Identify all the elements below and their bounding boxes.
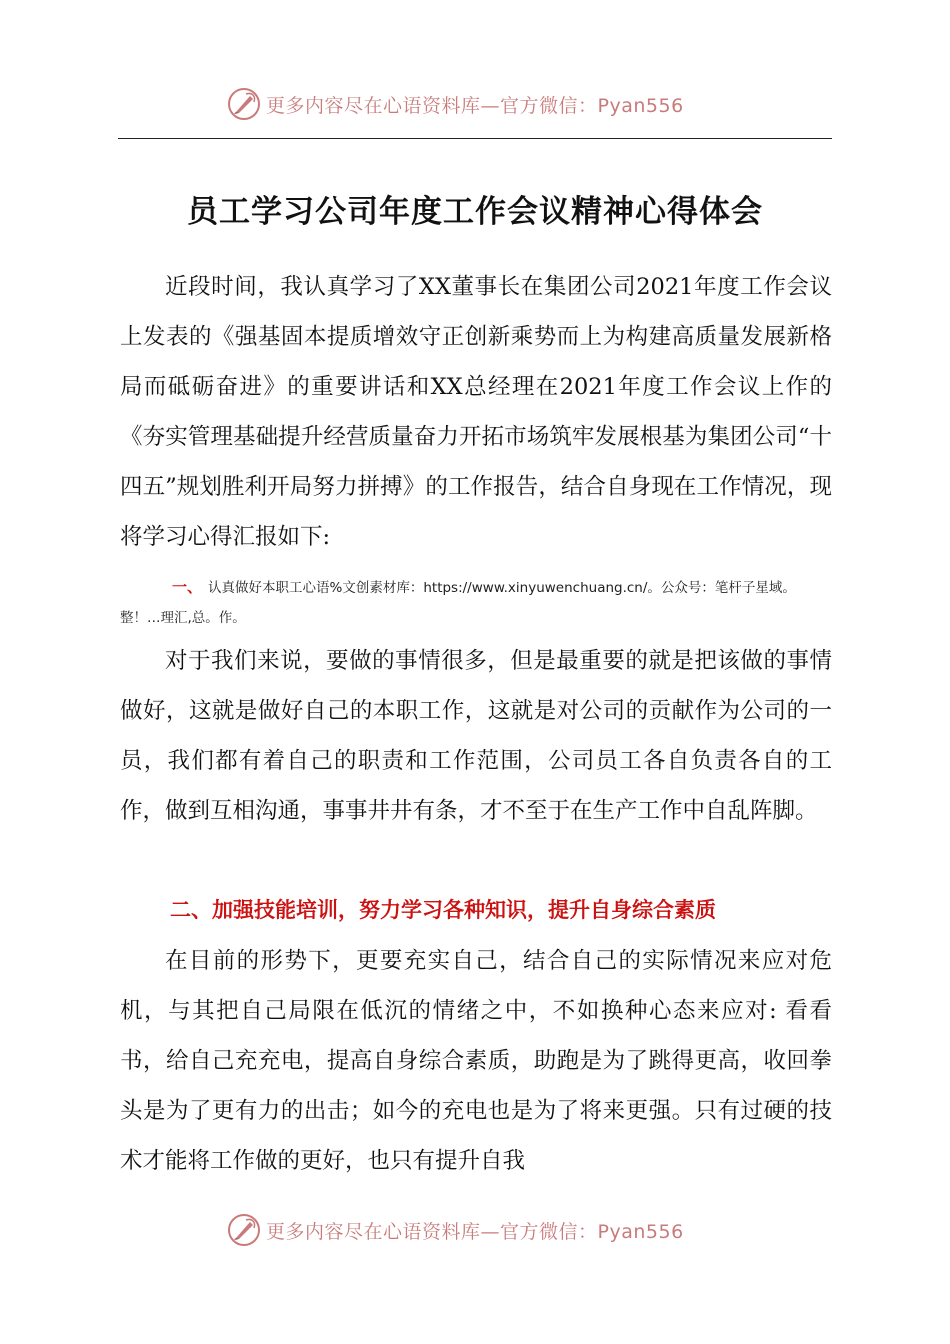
document-title: 员工学习公司年度工作会议精神心得体会 (187, 194, 763, 230)
section1-marker: 一、 (172, 578, 203, 596)
section1-heading (120, 572, 832, 633)
header-divider (118, 138, 832, 139)
section2-heading: 二、加强技能培训，努力学习各种知识，提升自身综合素质 (170, 898, 716, 922)
section1-body: 对于我们来说，要做的事情很多，但是最重要的就是把该做的事情做好，这就是做好自己的本职工作，这就是对公司的贡献作为公司的一员，我们都有着自己的职责和工作范围，公司员工各自负责各自的工作，做到互相沟通，事事井井有条，才不至于在生产工作中自乱阵脚。 (120, 648, 832, 824)
footer-watermark-text (266, 1217, 684, 1244)
pen-leaf-logo-icon (226, 1212, 262, 1248)
watermark-text-en: Pyan556 (597, 94, 684, 117)
intro-paragraph: 近段时间，我认真学习了XX董事长在集团公司2021年度工作会议上发表的《强基固本提质增效守正创新乘势而上为构建高质量发展新格局而砥砺奋进》的重要讲话和XX总经理在2021年度工作会议上作的《夯实管理基础提升经营质量奋力开拓市场筑牢发展根基为集团公司“十四五”规划胜利开局努力拼搏》的工作报告，结合自身现在工作情况，现将学习心得汇报如下: (120, 274, 832, 550)
footer-watermark-text-cn: 更多内容尽在心语资料库—官方微信： (266, 1220, 598, 1243)
header-watermark (0, 82, 950, 126)
section1-heading-text: 认真做好本职工心语%文创素材库：https://www.xinyuwenchuang.cn/。公众号：笔杆子星域。整！…理汇,总。作。 (120, 580, 796, 626)
header-brand (226, 82, 684, 126)
footer-brand (226, 1208, 684, 1252)
footer-watermark (0, 1208, 950, 1252)
pen-leaf-logo-icon (226, 86, 262, 122)
footer-watermark-text-en: Pyan556 (597, 1220, 684, 1243)
watermark-text (266, 91, 684, 118)
section2-body: 在目前的形势下，更要充实自己，结合自己的实际情况来应对危机，与其把自己局限在低沉的情绪之中，不如换种心态来应对: 看看书，给自己充充电，提高自身综合素质，助跑是为了跳得更高，收回拳头是为了更有力的出击；如今的充电也是为了将来更强。只有过硬的技术才能将工作做的更好，也只有提升自我 (120, 948, 832, 1174)
watermark-text-cn: 更多内容尽在心语资料库—官方微信： (266, 94, 598, 117)
